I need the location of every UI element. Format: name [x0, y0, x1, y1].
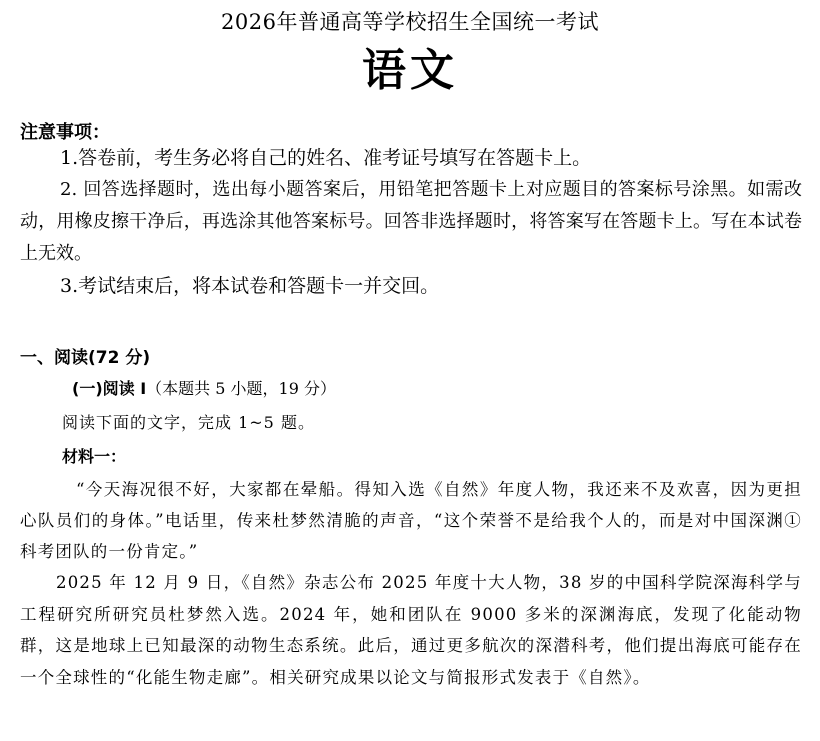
notice-item-2: 2. 回答选择题时，选出每小题答案后，用铅笔把答题卡上对应题目的答案标号涂黑。如需改动，用橡皮擦干净后，再选涂其他答案标号。回答非选择题时，将答案写在答题卡上。写在本试卷上无效。 — [20, 179, 802, 264]
material-label: 材料一： — [62, 447, 127, 466]
reading-subheading-detail: （本题共 5 小题，19 分） — [146, 379, 336, 398]
reading-subheading — [72, 376, 336, 399]
exam-title: 2026年普通高等学校招生全国统一考试 — [221, 10, 599, 34]
material-paragraph-2: 2025 年 12 月 9 日，《自然》杂志公布 2025 年度十大人物，38 岁的中国科学院深海科学与工程研究所研究员杜梦然入选。2024 年，她和团队在 9000 多米的深渊海底，发现了化能动物群，这是地球上已知最深的动物生态系统。此后，通过更多航次的深潜科考，他们提出海底可能存在一个全球性的“化能生物走廊”。相关研究成果以论文与简报形式发表于《自然》。 — [20, 573, 802, 687]
notice-heading: 注意事项： — [20, 122, 110, 143]
subject-title: 语文 — [362, 45, 458, 96]
section-heading: 一、阅读(72 分) — [20, 348, 151, 368]
material-paragraph-1: “今天海况很不好，大家都在晕船。得知入选《自然》年度人物，我还来不及欢喜，因为更担心队员们的身体。”电话里，传来杜梦然清脆的声音，“这个荣誉不是给我个人的，而是对中国深渊①科考团队的一份肯定。” — [20, 480, 802, 561]
reading-subheading-label: (一)阅读 I — [72, 379, 147, 398]
notice-item-1: 1.答卷前，考生务必将自己的姓名、准考证号填写在答题卡上。 — [60, 147, 592, 169]
notice-item-3: 3.考试结束后，将本试卷和答题卡一并交回。 — [60, 275, 440, 297]
reading-instruction: 阅读下面的文字，完成 1~5 题。 — [62, 413, 315, 432]
